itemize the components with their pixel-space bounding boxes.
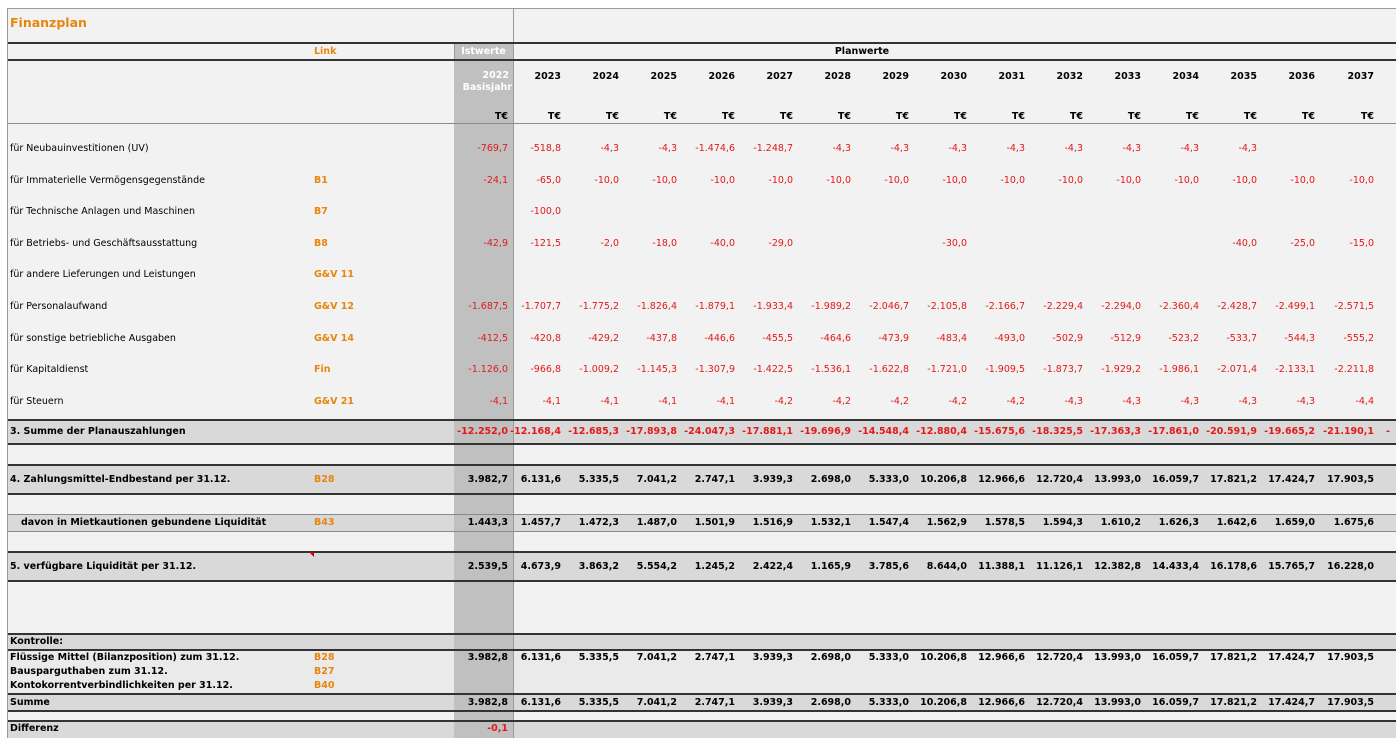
row-label: 3. Summe der Planauszahlungen (10, 426, 186, 437)
plan-value: -4,3 (1238, 143, 1257, 154)
rule (8, 633, 1396, 635)
plan-value: -4,1 (542, 396, 561, 407)
plan-value: -100,0 (530, 206, 561, 217)
differenz-band (8, 721, 1396, 738)
unit-header: T€ (779, 111, 793, 122)
plan-value: -4,3 (1064, 396, 1083, 407)
plan-value: -24.047,3 (684, 426, 735, 437)
comment-marker[interactable] (309, 552, 314, 557)
plan-value: -1.989,2 (811, 301, 851, 312)
ist-value: -769,7 (477, 143, 508, 154)
plan-value: -2.071,4 (1217, 364, 1257, 375)
plan-value: 16.059,7 (1152, 652, 1199, 663)
plan-value: 3.939,3 (752, 697, 793, 708)
plan-value: 1.562,9 (926, 517, 967, 528)
plan-value: -533,7 (1226, 333, 1257, 344)
year-header-2037: 2037 (1347, 71, 1374, 82)
plan-value: -1.422,5 (753, 364, 793, 375)
year-header-2036: 2036 (1288, 71, 1315, 82)
plan-value: -1.474,6 (695, 143, 735, 154)
plan-value: -1.933,4 (753, 301, 793, 312)
row-link: B8 (314, 238, 328, 249)
plan-value: 15.765,7 (1268, 561, 1315, 572)
ist-value: -24,1 (483, 175, 508, 186)
plan-value: -30,0 (942, 238, 967, 249)
plan-value: -544,3 (1284, 333, 1315, 344)
plan-value: -10,0 (1000, 175, 1025, 186)
plan-value: -4,3 (832, 143, 851, 154)
plan-value: 2.747,1 (694, 697, 735, 708)
unit-header: T€ (1243, 111, 1257, 122)
plan-value: -437,8 (646, 333, 677, 344)
plan-value: 5.333,0 (868, 474, 909, 485)
plan-value: -15.675,6 (974, 426, 1025, 437)
row-link: G&V 12 (314, 301, 354, 312)
plan-value: 1.642,6 (1216, 517, 1257, 528)
plan-value: 13.993,0 (1094, 697, 1141, 708)
rule (8, 531, 1396, 532)
row-link: B7 (314, 206, 328, 217)
plan-value: 17.903,5 (1327, 474, 1374, 485)
plan-value: -4,2 (948, 396, 967, 407)
row-label: Differenz (10, 723, 59, 734)
plan-value: -2.166,7 (985, 301, 1025, 312)
row-label: für sonstige betriebliche Ausgaben (10, 333, 176, 344)
row-label: Bausparguthaben zum 31.12. (10, 666, 168, 677)
plan-value: 1.659,0 (1274, 517, 1315, 528)
unit-header: T€ (895, 111, 909, 122)
plan-value: -12.168,4 (510, 426, 561, 437)
ist-value: -42,9 (483, 238, 508, 249)
plan-value: 2.698,0 (810, 652, 851, 663)
plan-value: -1.873,7 (1043, 364, 1083, 375)
plan-value: 5.554,2 (636, 561, 677, 572)
base-year: 2022 (482, 70, 509, 81)
plan-value: 1.547,4 (868, 517, 909, 528)
row-link: G&V 21 (314, 396, 354, 407)
finanzplan-sheet (7, 8, 1396, 738)
plan-value: 5.335,5 (578, 474, 619, 485)
year-header-2032: 2032 (1056, 71, 1083, 82)
plan-value: 1.516,9 (752, 517, 793, 528)
unit-header: T€ (1011, 111, 1025, 122)
plan-value: -2.428,7 (1217, 301, 1257, 312)
unit-header: T€ (953, 111, 967, 122)
plan-value: 1.472,3 (578, 517, 619, 528)
plan-value: 7.041,2 (636, 474, 677, 485)
rule (8, 443, 1396, 445)
rule (8, 720, 1396, 722)
plan-value: -65,0 (536, 175, 561, 186)
plan-value: -4,1 (716, 396, 735, 407)
plan-value: 3.939,3 (752, 474, 793, 485)
plan-value: -2.229,4 (1043, 301, 1083, 312)
plan-value: -1.622,8 (869, 364, 909, 375)
plan-value: 10.206,8 (920, 697, 967, 708)
year-header-2034: 2034 (1172, 71, 1199, 82)
plan-value: -4,2 (1006, 396, 1025, 407)
plan-value: -4,2 (890, 396, 909, 407)
plan-value: -1.707,7 (521, 301, 561, 312)
year-header-2031: 2031 (998, 71, 1025, 82)
plan-value: 2.747,1 (694, 474, 735, 485)
plan-value: -10,0 (826, 175, 851, 186)
plan-value: 1.487,0 (636, 517, 677, 528)
row-label: für andere Lieferungen und Leistungen (10, 269, 196, 280)
unit-header: T€ (663, 111, 677, 122)
year-header-2029: 2029 (882, 71, 909, 82)
plan-value: -10,0 (768, 175, 793, 186)
plan-value: -4,1 (658, 396, 677, 407)
rule (8, 693, 1396, 695)
plan-value: -455,5 (762, 333, 793, 344)
base-year-note: Basisjahr (462, 82, 512, 93)
unit-header: T€ (605, 111, 619, 122)
plan-value: 2.698,0 (810, 474, 851, 485)
plan-value: 12.720,4 (1036, 474, 1083, 485)
year-header-2028: 2028 (824, 71, 851, 82)
plan-value: 14.433,4 (1152, 561, 1199, 572)
plan-value: -4,3 (1180, 396, 1199, 407)
plan-value: 13.993,0 (1094, 474, 1141, 485)
plan-value: 7.041,2 (636, 652, 677, 663)
row-link: B28 (314, 474, 335, 485)
unit-header: T€ (1301, 111, 1315, 122)
year-header-2027: 2027 (766, 71, 793, 82)
plan-value: 17.424,7 (1268, 652, 1315, 663)
plan-value: -10,0 (594, 175, 619, 186)
plan-value: -18,0 (652, 238, 677, 249)
year-header-2023: 2023 (534, 71, 561, 82)
row-label: 5. verfügbare Liquidität per 31.12. (10, 561, 197, 572)
row-label: 4. Zahlungsmittel-Endbestand per 31.12. (10, 474, 231, 485)
plan-value: 5.333,0 (868, 652, 909, 663)
page-title: Finanzplan (10, 15, 87, 30)
row-label: davon in Mietkautionen gebundene Liquidität (21, 517, 267, 528)
planwerte-header: Planwerte (834, 46, 890, 57)
plan-value: -20.591,9 (1206, 426, 1257, 437)
plan-value: -4,3 (948, 143, 967, 154)
plan-value: 3.939,3 (752, 652, 793, 663)
unit-header: T€ (1360, 111, 1374, 122)
plan-value: -1.307,9 (695, 364, 735, 375)
row-link: G&V 11 (314, 269, 354, 280)
row-link: B40 (314, 680, 335, 691)
rule (8, 580, 1396, 582)
ist-value: 3.982,8 (467, 697, 508, 708)
plan-value: -10,0 (1349, 175, 1374, 186)
plan-value: 16.178,6 (1210, 561, 1257, 572)
plan-value: 17.821,2 (1210, 474, 1257, 485)
unit-header: T€ (547, 111, 561, 122)
plan-value: -10,0 (884, 175, 909, 186)
plan-value: 17.903,5 (1327, 697, 1374, 708)
plan-value: 2.747,1 (694, 652, 735, 663)
row-label: für Technische Anlagen und Maschinen (10, 206, 196, 217)
plan-value: -4,3 (1122, 143, 1141, 154)
plan-value: 6.131,6 (520, 474, 561, 485)
ist-value: -4,1 (489, 396, 508, 407)
year-header-2033: 2033 (1114, 71, 1141, 82)
row-label: Flüssige Mittel (Bilanzposition) zum 31.12. (10, 652, 240, 663)
rule (8, 710, 1396, 712)
plan-value: -4,1 (600, 396, 619, 407)
plan-value: 4.673,9 (520, 561, 561, 572)
rule (8, 419, 1396, 421)
plan-value: -2.360,4 (1159, 301, 1199, 312)
plan-value: -555,2 (1343, 333, 1374, 344)
plan-value: -4,2 (832, 396, 851, 407)
plan-value: -1.145,3 (637, 364, 677, 375)
plan-value: -446,6 (704, 333, 735, 344)
ist-value: -1.126,0 (468, 364, 508, 375)
plan-value: -483,4 (936, 333, 967, 344)
plan-value: -17.893,8 (626, 426, 677, 437)
row-link: B43 (314, 517, 335, 528)
plan-value: -1.775,2 (579, 301, 619, 312)
plan-value: 5.335,5 (578, 697, 619, 708)
rule (8, 551, 1396, 553)
plan-value: 1.501,9 (694, 517, 735, 528)
plan-value: 17.424,7 (1268, 697, 1315, 708)
ist-value: -12.252,0 (457, 426, 508, 437)
year-header-2025: 2025 (650, 71, 677, 82)
plan-value: -18.325,5 (1032, 426, 1083, 437)
plan-value: 12.382,8 (1094, 561, 1141, 572)
plan-value: -12.685,3 (568, 426, 619, 437)
plan-value: -2.294,0 (1101, 301, 1141, 312)
plan-value: -40,0 (1232, 238, 1257, 249)
row-link: B27 (314, 666, 335, 677)
plan-value: -10,0 (652, 175, 677, 186)
plan-value: 1.594,3 (1042, 517, 1083, 528)
plan-value: -2.571,5 (1334, 301, 1374, 312)
plan-value: -1.909,5 (985, 364, 1025, 375)
plan-value: -2.211,8 (1334, 364, 1374, 375)
plan-value: -1.879,1 (695, 301, 735, 312)
plan-value: -10,0 (1116, 175, 1141, 186)
rule (8, 493, 1396, 495)
unit-header: T€ (1069, 111, 1083, 122)
plan-value: -4,3 (658, 143, 677, 154)
plan-value: -29,0 (768, 238, 793, 249)
plan-value: 1.457,7 (520, 517, 561, 528)
plan-value: 12.966,6 (978, 652, 1025, 663)
plan-value: -2.105,8 (927, 301, 967, 312)
plan-value: 12.966,6 (978, 697, 1025, 708)
plan-value: -25,0 (1290, 238, 1315, 249)
row-link: G&V 14 (314, 333, 354, 344)
plan-value: -10,0 (1058, 175, 1083, 186)
plan-value: -10,0 (942, 175, 967, 186)
row-link: B1 (314, 175, 328, 186)
plan-value: -14.548,4 (858, 426, 909, 437)
rule (8, 649, 1396, 651)
plan-value: 1.675,6 (1333, 517, 1374, 528)
unit-header: T€ (1127, 111, 1141, 122)
year-header-2035: 2035 (1230, 71, 1257, 82)
plan-value: -4,4 (1355, 396, 1374, 407)
plan-value: -15,0 (1349, 238, 1374, 249)
plan-value: 13.993,0 (1094, 652, 1141, 663)
year-header-2030: 2030 (940, 71, 967, 82)
plan-value: -2.499,1 (1275, 301, 1315, 312)
plan-value: 3.863,2 (578, 561, 619, 572)
plan-value: -4,3 (1064, 143, 1083, 154)
plan-value: -1.929,2 (1101, 364, 1141, 375)
plan-value: -17.861,0 (1148, 426, 1199, 437)
plan-value: -4,3 (1296, 396, 1315, 407)
plan-value: 12.720,4 (1036, 697, 1083, 708)
plan-value: 16.228,0 (1327, 561, 1374, 572)
plan-value: -1.248,7 (753, 143, 793, 154)
ist-unit: T€ (494, 111, 508, 122)
plan-value: 2.698,0 (810, 697, 851, 708)
plan-value: -12.880,4 (916, 426, 967, 437)
plan-value: 1.610,2 (1100, 517, 1141, 528)
plan-value: -4,3 (1122, 396, 1141, 407)
rule (8, 464, 1396, 466)
ist-value: -1.687,5 (468, 301, 508, 312)
plan-value: -21.190,1 (1323, 426, 1374, 437)
plan-value: -121,5 (530, 238, 561, 249)
row-label: für Neubauinvestitionen (UV) (10, 143, 149, 154)
plan-value: -502,9 (1052, 333, 1083, 344)
plan-value: -4,2 (774, 396, 793, 407)
plan-value: 6.131,6 (520, 697, 561, 708)
plan-value: 10.206,8 (920, 652, 967, 663)
plan-value: -966,8 (530, 364, 561, 375)
row-label: für Steuern (10, 396, 64, 407)
ist-value: 3.982,8 (467, 652, 508, 663)
row-label: Summe (10, 697, 50, 708)
plan-value: 5.333,0 (868, 697, 909, 708)
unit-header: T€ (1185, 111, 1199, 122)
rule (8, 123, 1396, 124)
plan-value: -40,0 (710, 238, 735, 249)
plan-value: 11.388,1 (978, 561, 1025, 572)
ist-value: -412,5 (477, 333, 508, 344)
plan-value: 16.059,7 (1152, 697, 1199, 708)
plan-value: 6.131,6 (520, 652, 561, 663)
plan-value: -473,9 (878, 333, 909, 344)
plan-value: 1.245,2 (694, 561, 735, 572)
plan-value: 17.424,7 (1268, 474, 1315, 485)
plan-value: 12.720,4 (1036, 652, 1083, 663)
plan-value: -10,0 (1174, 175, 1199, 186)
row-label: für Kapitaldienst (10, 364, 89, 375)
unit-header: T€ (837, 111, 851, 122)
plan-value: -19.696,9 (800, 426, 851, 437)
plan-value: -523,2 (1168, 333, 1199, 344)
plan-value: 3.785,6 (868, 561, 909, 572)
plan-value: 7.041,2 (636, 697, 677, 708)
plan-value: -1.826,4 (637, 301, 677, 312)
plan-value: -2,0 (600, 238, 619, 249)
rule (8, 42, 1396, 44)
plan-value: -493,0 (994, 333, 1025, 344)
plan-value: 2.422,4 (752, 561, 793, 572)
row-label: für Personalaufwand (10, 301, 108, 312)
plan-value: 10.206,8 (920, 474, 967, 485)
rule (8, 59, 1396, 61)
kontrolle-band (8, 634, 1396, 649)
ist-value: 2.539,5 (467, 561, 508, 572)
kontrolle-label: Kontrolle: (10, 636, 63, 647)
plan-value: 17.821,2 (1210, 652, 1257, 663)
plan-value: -17.881,1 (742, 426, 793, 437)
plan-value: -1.721,0 (927, 364, 967, 375)
plan-value: -17.363,3 (1090, 426, 1141, 437)
plan-value: -4,3 (1180, 143, 1199, 154)
plan-value: 12.966,6 (978, 474, 1025, 485)
plan-value: 17.821,2 (1210, 697, 1257, 708)
plan-value: -10,0 (710, 175, 735, 186)
plan-value: -4,3 (1238, 396, 1257, 407)
rule (8, 514, 1396, 515)
plan-value: -1.986,1 (1159, 364, 1199, 375)
plan-value: -2.046,7 (869, 301, 909, 312)
plan-value: -4,3 (1006, 143, 1025, 154)
ist-value: 3.982,7 (467, 474, 508, 485)
istwerte-header: Istwerte (461, 46, 506, 57)
unit-header: T€ (721, 111, 735, 122)
row-label: für Betriebs- und Geschäftsausstattung (10, 238, 198, 249)
plan-value: -2.133,1 (1275, 364, 1315, 375)
plan-value: 16.059,7 (1152, 474, 1199, 485)
plan-value: -512,9 (1110, 333, 1141, 344)
plan-value: -1.536,1 (811, 364, 851, 375)
plan-value: 5.335,5 (578, 652, 619, 663)
plan-value: -1.009,2 (579, 364, 619, 375)
plan-value: 1.578,5 (984, 517, 1025, 528)
plan-value: -518,8 (530, 143, 561, 154)
plan-value: 1.532,1 (810, 517, 851, 528)
plan-value: -10,0 (1290, 175, 1315, 186)
plan-value: -4,3 (890, 143, 909, 154)
plan-value: -10,0 (1232, 175, 1257, 186)
plan-value: 1.165,9 (810, 561, 851, 572)
plan-value: -429,2 (588, 333, 619, 344)
plan-value: -4,3 (600, 143, 619, 154)
year-header-2024: 2024 (592, 71, 619, 82)
plan-value: -420,8 (530, 333, 561, 344)
link-header: Link (314, 46, 337, 57)
row-label: Kontokorrentverbindlichkeiten per 31.12. (10, 680, 233, 691)
plan-value: 17.903,5 (1327, 652, 1374, 663)
row-link: Fin (314, 364, 331, 375)
row-label: für Immaterielle Vermögensgegenstände (10, 175, 205, 186)
plan-value: 11.126,1 (1036, 561, 1083, 572)
row-trail: - (1386, 426, 1390, 437)
ist-value: 1.443,3 (467, 517, 508, 528)
plan-value: 1.626,3 (1158, 517, 1199, 528)
ist-value: -0,1 (487, 723, 508, 734)
plan-value: -464,6 (820, 333, 851, 344)
row-link: B28 (314, 652, 335, 663)
year-header-2026: 2026 (708, 71, 735, 82)
plan-value: 8.644,0 (926, 561, 967, 572)
plan-value: -19.665,2 (1264, 426, 1315, 437)
